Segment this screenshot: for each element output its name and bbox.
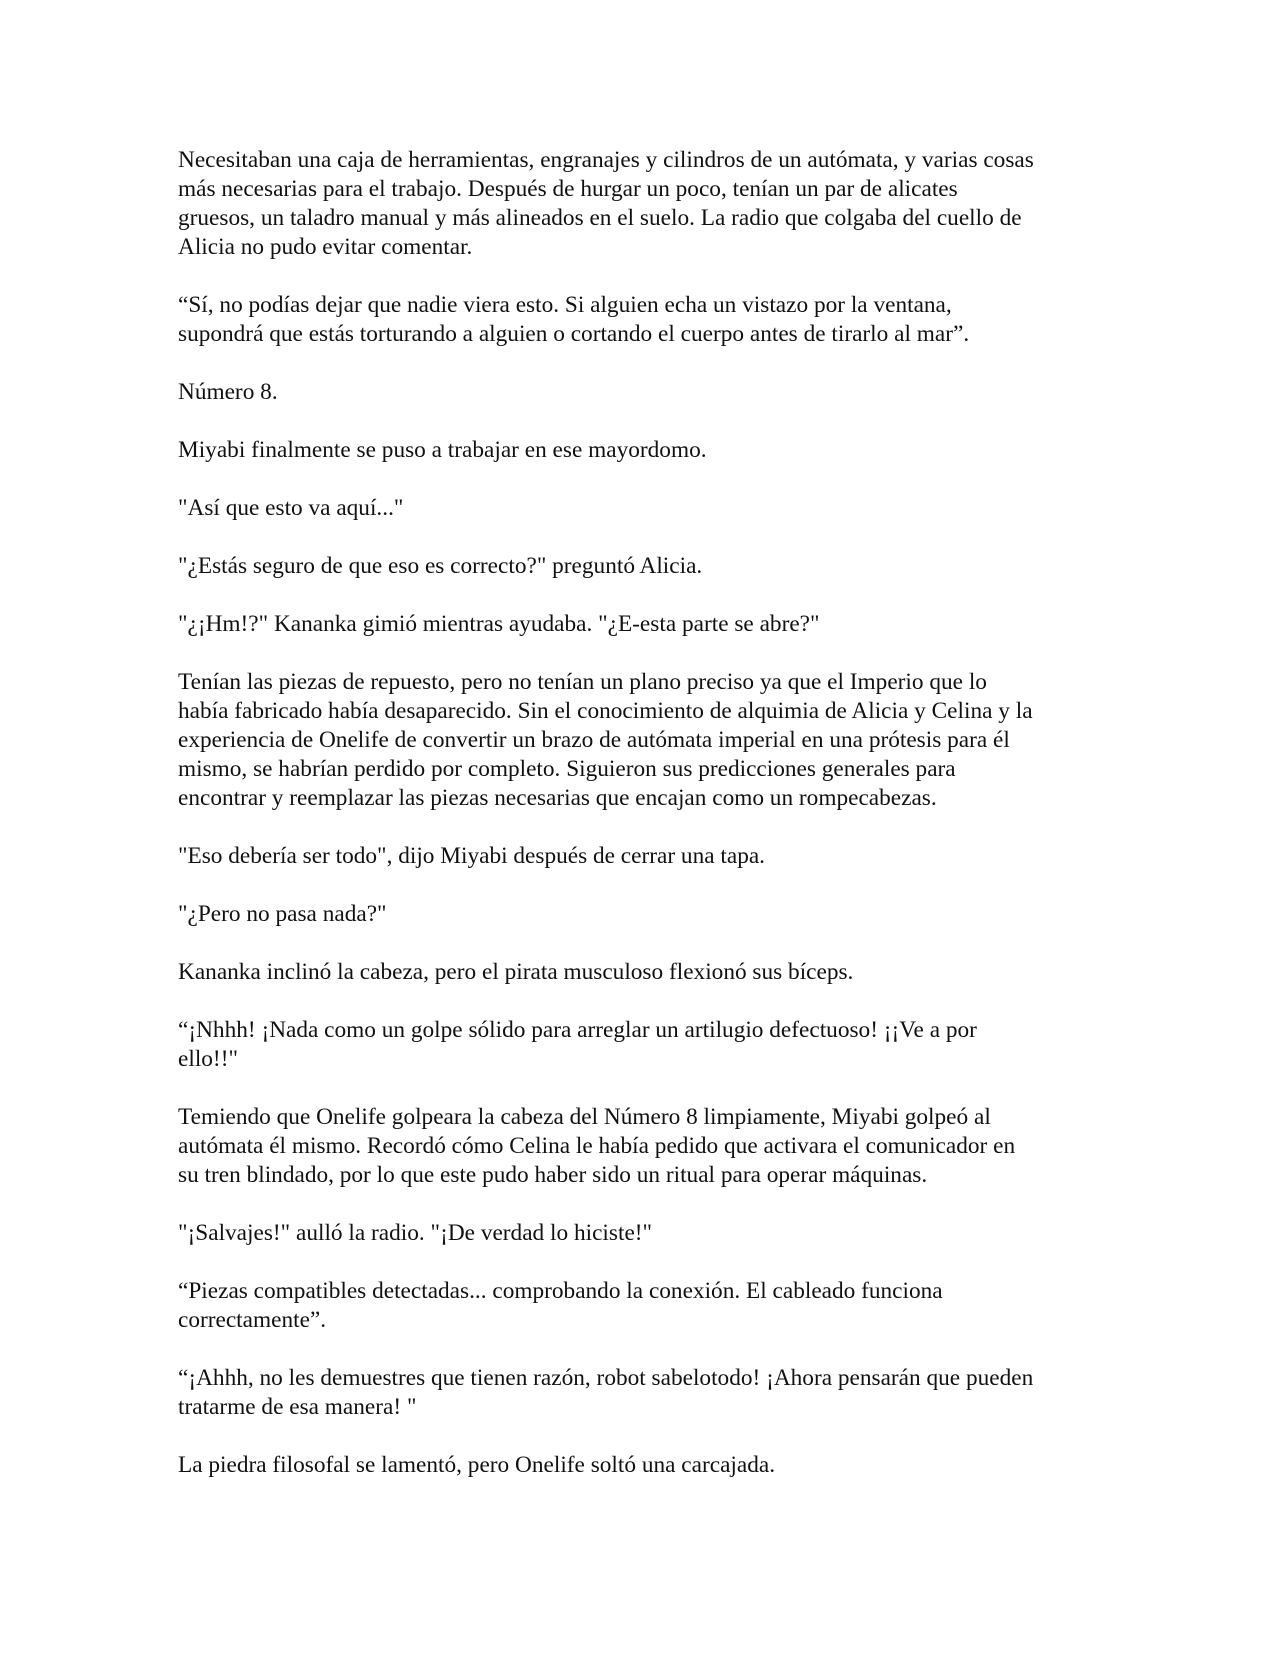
document-body — [178, 146, 1118, 1509]
paragraph-14: "¡Salvajes!" aulló la radio. "¡De verdad lo hiciste!" — [178, 1220, 653, 1246]
paragraph-1: Necesitaban una caja de herramientas, engranajes y cilindros de un autómata, y varias cosas más necesarias para el trabajo. Después de hurgar un poco, tenían un par de alicates gruesos, un taladro manual y más alineados en el suelo. La radio que colgaba del cuello de Alicia no pudo evitar comentar. — [178, 147, 1034, 260]
paragraph-9: "Eso debería ser todo", dijo Miyabi después de cerrar una tapa. — [178, 843, 766, 869]
paragraph-13: Temiendo que Onelife golpeara la cabeza del Número 8 limpiamente, Miyabi golpeó al autómata él mismo. Recordó cómo Celina le había pedido que activara el comunicador en su tren blindado, por lo que este pudo haber sido un ritual para operar máquinas. — [178, 1104, 1016, 1188]
paragraph-16: “¡Ahhh, no les demuestres que tienen razón, robot sabelotodo! ¡Ahora pensarán que pueden tratarme de esa manera! " — [178, 1365, 1034, 1420]
paragraph-11: Kananka inclinó la cabeza, pero el pirata musculoso flexionó sus bíceps. — [178, 959, 854, 985]
paragraph-17: La piedra filosofal se lamentó, pero Onelife soltó una carcajada. — [178, 1452, 776, 1478]
paragraph-3: Número 8. — [178, 379, 278, 405]
paragraph-4: Miyabi finalmente se puso a trabajar en ese mayordomo. — [178, 437, 707, 463]
paragraph-15: “Piezas compatibles detectadas... comprobando la conexión. El cableado funciona correctamente”. — [178, 1278, 943, 1333]
paragraph-6: "¿Estás seguro de que eso es correcto?" preguntó Alicia. — [178, 553, 703, 579]
paragraph-5: "Así que esto va aquí..." — [178, 495, 404, 521]
paragraph-7: "¿¡Hm!?" Kananka gimió mientras ayudaba. "¿E-esta parte se abre?" — [178, 611, 820, 637]
paragraph-8: Tenían las piezas de repuesto, pero no tenían un plano preciso ya que el Imperio que lo había fabricado había desaparecido. Sin el conocimiento de alquimia de Alicia y Celina y la experiencia de Onelife de convertir un brazo de autómata imperial en una prótesis para él mismo, se habrían perdido por completo. Siguieron sus predicciones generales para encontrar y reemplazar las piezas necesarias que encajan como un rompecabezas. — [178, 669, 1033, 811]
paragraph-2: “Sí, no podías dejar que nadie viera esto. Si alguien echa un vistazo por la ventana, supondrá que estás torturando a alguien o cortando el cuerpo antes de tirarlo al mar”. — [178, 292, 970, 347]
paragraph-12: “¡Nhhh! ¡Nada como un golpe sólido para arreglar un artilugio defectuoso! ¡¡Ve a por ello!!" — [178, 1017, 977, 1072]
paragraph-10: "¿Pero no pasa nada?" — [178, 901, 387, 927]
